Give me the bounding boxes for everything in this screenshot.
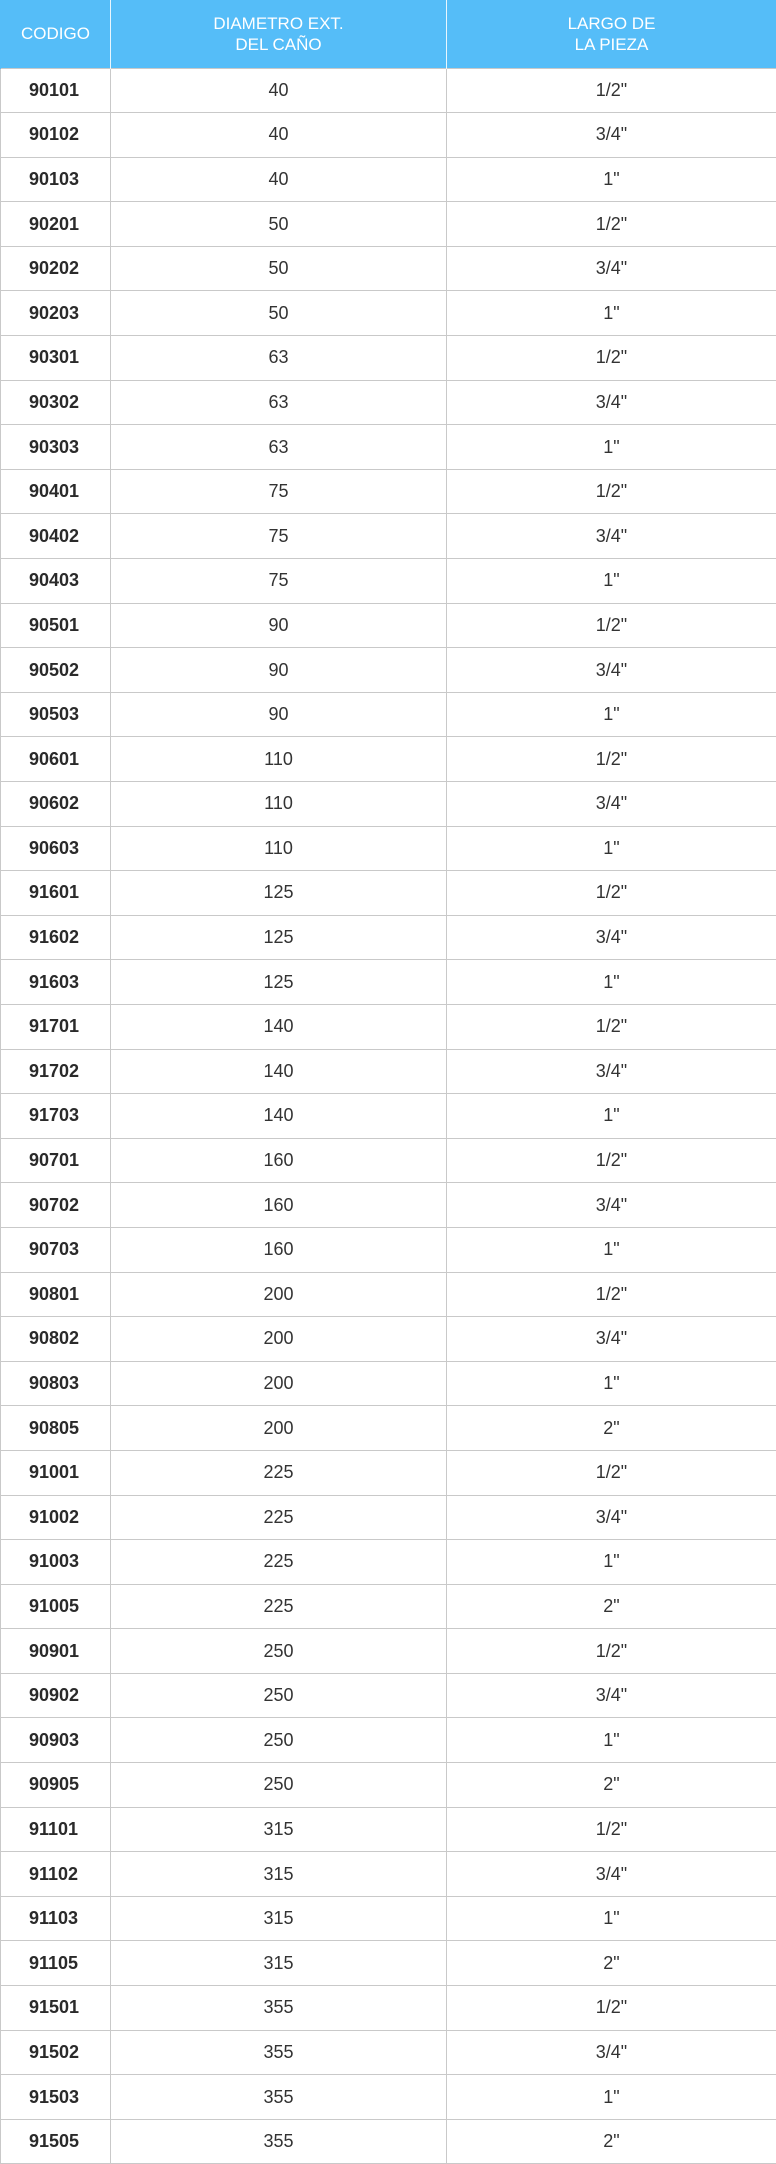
cell-largo: 3/4" xyxy=(447,1495,776,1540)
cell-codigo: 90801 xyxy=(1,1272,111,1317)
table-row xyxy=(1,1361,776,1406)
cell-diametro: 90 xyxy=(111,603,447,648)
cell-codigo: 91503 xyxy=(1,2075,111,2120)
cell-codigo: 90503 xyxy=(1,692,111,737)
cell-diametro: 200 xyxy=(111,1317,447,1362)
cell-largo: 3/4" xyxy=(447,1317,776,1362)
cell-codigo: 91701 xyxy=(1,1004,111,1049)
cell-largo: 1/2" xyxy=(447,1004,776,1049)
cell-codigo: 91601 xyxy=(1,871,111,916)
table-row xyxy=(1,737,776,782)
cell-codigo: 91702 xyxy=(1,1049,111,1094)
cell-codigo: 90402 xyxy=(1,514,111,559)
cell-largo: 1" xyxy=(447,1094,776,1139)
cell-codigo: 90805 xyxy=(1,1406,111,1451)
cell-largo: 1" xyxy=(447,1718,776,1763)
table-row xyxy=(1,2119,776,2164)
cell-diametro: 200 xyxy=(111,1272,447,1317)
cell-codigo: 91005 xyxy=(1,1584,111,1629)
cell-codigo: 90403 xyxy=(1,559,111,604)
table-row xyxy=(1,469,776,514)
cell-diametro: 140 xyxy=(111,1049,447,1094)
header-codigo-label: CODIGO xyxy=(21,24,90,44)
header-diametro xyxy=(111,0,447,68)
table-row xyxy=(1,1272,776,1317)
table-row xyxy=(1,1406,776,1451)
cell-largo: 1/2" xyxy=(447,603,776,648)
table-row xyxy=(1,1138,776,1183)
cell-diametro: 250 xyxy=(111,1629,447,1674)
cell-largo: 2" xyxy=(447,1941,776,1986)
cell-codigo: 90502 xyxy=(1,648,111,693)
table-row xyxy=(1,1941,776,1986)
cell-codigo: 90902 xyxy=(1,1673,111,1718)
cell-codigo: 91501 xyxy=(1,1986,111,2031)
cell-diametro: 315 xyxy=(111,1852,447,1897)
cell-codigo: 90903 xyxy=(1,1718,111,1763)
header-diametro-line1: DIAMETRO EXT. xyxy=(213,13,344,33)
cell-codigo: 90602 xyxy=(1,782,111,827)
table-row xyxy=(1,1183,776,1228)
table-row xyxy=(1,1317,776,1362)
table-row xyxy=(1,1763,776,1808)
cell-codigo: 91105 xyxy=(1,1941,111,1986)
table-row xyxy=(1,291,776,336)
table-row xyxy=(1,1718,776,1763)
cell-diametro: 250 xyxy=(111,1718,447,1763)
table-row xyxy=(1,2075,776,2120)
cell-diametro: 140 xyxy=(111,1094,447,1139)
header-largo xyxy=(447,0,776,68)
cell-largo: 1" xyxy=(447,425,776,470)
cell-largo: 3/4" xyxy=(447,782,776,827)
cell-diametro: 50 xyxy=(111,202,447,247)
cell-largo: 1/2" xyxy=(447,1138,776,1183)
cell-diametro: 125 xyxy=(111,871,447,916)
table-row xyxy=(1,692,776,737)
cell-codigo: 90401 xyxy=(1,469,111,514)
cell-largo: 1" xyxy=(447,1896,776,1941)
table-row xyxy=(1,782,776,827)
cell-codigo: 90501 xyxy=(1,603,111,648)
cell-diametro: 315 xyxy=(111,1807,447,1852)
table-row xyxy=(1,1673,776,1718)
table-row xyxy=(1,1986,776,2031)
table-row xyxy=(1,1807,776,1852)
cell-codigo: 91703 xyxy=(1,1094,111,1139)
header-row xyxy=(1,0,776,68)
cell-largo: 1/2" xyxy=(447,1807,776,1852)
cell-diametro: 355 xyxy=(111,2119,447,2164)
cell-largo: 3/4" xyxy=(447,1049,776,1094)
table-row xyxy=(1,1049,776,1094)
table-row xyxy=(1,1896,776,1941)
cell-codigo: 91602 xyxy=(1,915,111,960)
cell-diametro: 110 xyxy=(111,737,447,782)
cell-largo: 3/4" xyxy=(447,915,776,960)
cell-largo: 1/2" xyxy=(447,737,776,782)
table-row xyxy=(1,246,776,291)
cell-codigo: 90303 xyxy=(1,425,111,470)
cell-diametro: 160 xyxy=(111,1183,447,1228)
cell-diametro: 90 xyxy=(111,648,447,693)
cell-codigo: 91603 xyxy=(1,960,111,1005)
table-row xyxy=(1,1094,776,1139)
cell-largo: 3/4" xyxy=(447,1673,776,1718)
cell-largo: 1" xyxy=(447,1227,776,1272)
cell-largo: 1" xyxy=(447,826,776,871)
cell-codigo: 91002 xyxy=(1,1495,111,1540)
cell-codigo: 90802 xyxy=(1,1317,111,1362)
table-row xyxy=(1,202,776,247)
table-row xyxy=(1,1227,776,1272)
cell-diametro: 40 xyxy=(111,68,447,113)
table-row xyxy=(1,559,776,604)
cell-largo: 1/2" xyxy=(447,336,776,381)
cell-largo: 1/2" xyxy=(447,871,776,916)
cell-diametro: 90 xyxy=(111,692,447,737)
cell-codigo: 90803 xyxy=(1,1361,111,1406)
cell-codigo: 91502 xyxy=(1,2030,111,2075)
table-row xyxy=(1,826,776,871)
table-row xyxy=(1,915,776,960)
cell-largo: 2" xyxy=(447,1763,776,1808)
table-row xyxy=(1,871,776,916)
cell-diametro: 75 xyxy=(111,514,447,559)
cell-largo: 1/2" xyxy=(447,202,776,247)
cell-diametro: 50 xyxy=(111,291,447,336)
cell-codigo: 91103 xyxy=(1,1896,111,1941)
cell-diametro: 110 xyxy=(111,782,447,827)
cell-diametro: 225 xyxy=(111,1584,447,1629)
cell-largo: 1" xyxy=(447,1361,776,1406)
cell-largo: 3/4" xyxy=(447,2030,776,2075)
cell-largo: 1/2" xyxy=(447,68,776,113)
cell-largo: 1" xyxy=(447,2075,776,2120)
cell-diametro: 40 xyxy=(111,113,447,158)
cell-codigo: 90603 xyxy=(1,826,111,871)
table-row xyxy=(1,380,776,425)
cell-largo: 1" xyxy=(447,692,776,737)
cell-diametro: 200 xyxy=(111,1361,447,1406)
cell-largo: 3/4" xyxy=(447,1183,776,1228)
table-row xyxy=(1,425,776,470)
cell-largo: 1" xyxy=(447,559,776,604)
table-row xyxy=(1,1004,776,1049)
cell-largo: 2" xyxy=(447,2119,776,2164)
cell-diametro: 250 xyxy=(111,1673,447,1718)
cell-largo: 1" xyxy=(447,1540,776,1585)
cell-diametro: 125 xyxy=(111,960,447,1005)
cell-codigo: 90103 xyxy=(1,157,111,202)
cell-largo: 3/4" xyxy=(447,113,776,158)
header-diametro-line2: DEL CAÑO xyxy=(235,34,322,54)
table-row xyxy=(1,514,776,559)
cell-largo: 3/4" xyxy=(447,246,776,291)
cell-diametro: 225 xyxy=(111,1495,447,1540)
cell-codigo: 91101 xyxy=(1,1807,111,1852)
cell-codigo: 90703 xyxy=(1,1227,111,1272)
table-row xyxy=(1,1450,776,1495)
cell-codigo: 91102 xyxy=(1,1852,111,1897)
cell-diametro: 355 xyxy=(111,2075,447,2120)
table-row xyxy=(1,603,776,648)
cell-codigo: 90901 xyxy=(1,1629,111,1674)
cell-codigo: 91001 xyxy=(1,1450,111,1495)
cell-diametro: 40 xyxy=(111,157,447,202)
cell-codigo: 90102 xyxy=(1,113,111,158)
table-row xyxy=(1,960,776,1005)
header-largo-line1: LARGO DE xyxy=(567,13,656,33)
table-row xyxy=(1,157,776,202)
cell-largo: 3/4" xyxy=(447,1852,776,1897)
cell-diametro: 125 xyxy=(111,915,447,960)
cell-largo: 1/2" xyxy=(447,469,776,514)
table-row xyxy=(1,1852,776,1897)
cell-largo: 1/2" xyxy=(447,1272,776,1317)
cell-diametro: 63 xyxy=(111,336,447,381)
cell-codigo: 90201 xyxy=(1,202,111,247)
header-largo-line2: LA PIEZA xyxy=(574,34,649,54)
cell-diametro: 50 xyxy=(111,246,447,291)
cell-largo: 1/2" xyxy=(447,1450,776,1495)
cell-diametro: 75 xyxy=(111,469,447,514)
cell-codigo: 90905 xyxy=(1,1763,111,1808)
cell-diametro: 160 xyxy=(111,1227,447,1272)
cell-codigo: 90701 xyxy=(1,1138,111,1183)
cell-diametro: 160 xyxy=(111,1138,447,1183)
cell-largo: 3/4" xyxy=(447,648,776,693)
table-header xyxy=(1,0,776,68)
cell-codigo: 90101 xyxy=(1,68,111,113)
table-row xyxy=(1,2030,776,2075)
table-row xyxy=(1,336,776,381)
table-row xyxy=(1,1495,776,1540)
cell-diametro: 355 xyxy=(111,1986,447,2031)
cell-codigo: 90203 xyxy=(1,291,111,336)
cell-codigo: 91003 xyxy=(1,1540,111,1585)
cell-largo: 1/2" xyxy=(447,1629,776,1674)
cell-largo: 2" xyxy=(447,1584,776,1629)
table-body xyxy=(1,68,776,2164)
cell-largo: 1" xyxy=(447,291,776,336)
cell-diametro: 63 xyxy=(111,380,447,425)
cell-codigo: 90202 xyxy=(1,246,111,291)
table-row xyxy=(1,1584,776,1629)
cell-diametro: 225 xyxy=(111,1540,447,1585)
cell-largo: 2" xyxy=(447,1406,776,1451)
cell-diametro: 200 xyxy=(111,1406,447,1451)
cell-codigo: 90702 xyxy=(1,1183,111,1228)
cell-largo: 1" xyxy=(447,960,776,1005)
table-row xyxy=(1,113,776,158)
cell-diametro: 75 xyxy=(111,559,447,604)
cell-codigo: 90302 xyxy=(1,380,111,425)
cell-codigo: 90301 xyxy=(1,336,111,381)
cell-diametro: 355 xyxy=(111,2030,447,2075)
cell-largo: 3/4" xyxy=(447,380,776,425)
cell-diametro: 250 xyxy=(111,1763,447,1808)
cell-diametro: 110 xyxy=(111,826,447,871)
cell-diametro: 63 xyxy=(111,425,447,470)
table-row xyxy=(1,1540,776,1585)
cell-codigo: 90601 xyxy=(1,737,111,782)
cell-diametro: 315 xyxy=(111,1896,447,1941)
table-row xyxy=(1,68,776,113)
cell-diametro: 315 xyxy=(111,1941,447,1986)
cell-codigo: 91505 xyxy=(1,2119,111,2164)
table-row xyxy=(1,1629,776,1674)
cell-diametro: 140 xyxy=(111,1004,447,1049)
cell-largo: 3/4" xyxy=(447,514,776,559)
header-codigo xyxy=(1,0,111,68)
cell-largo: 1/2" xyxy=(447,1986,776,2031)
cell-diametro: 225 xyxy=(111,1450,447,1495)
table-row xyxy=(1,648,776,693)
cell-largo: 1" xyxy=(447,157,776,202)
